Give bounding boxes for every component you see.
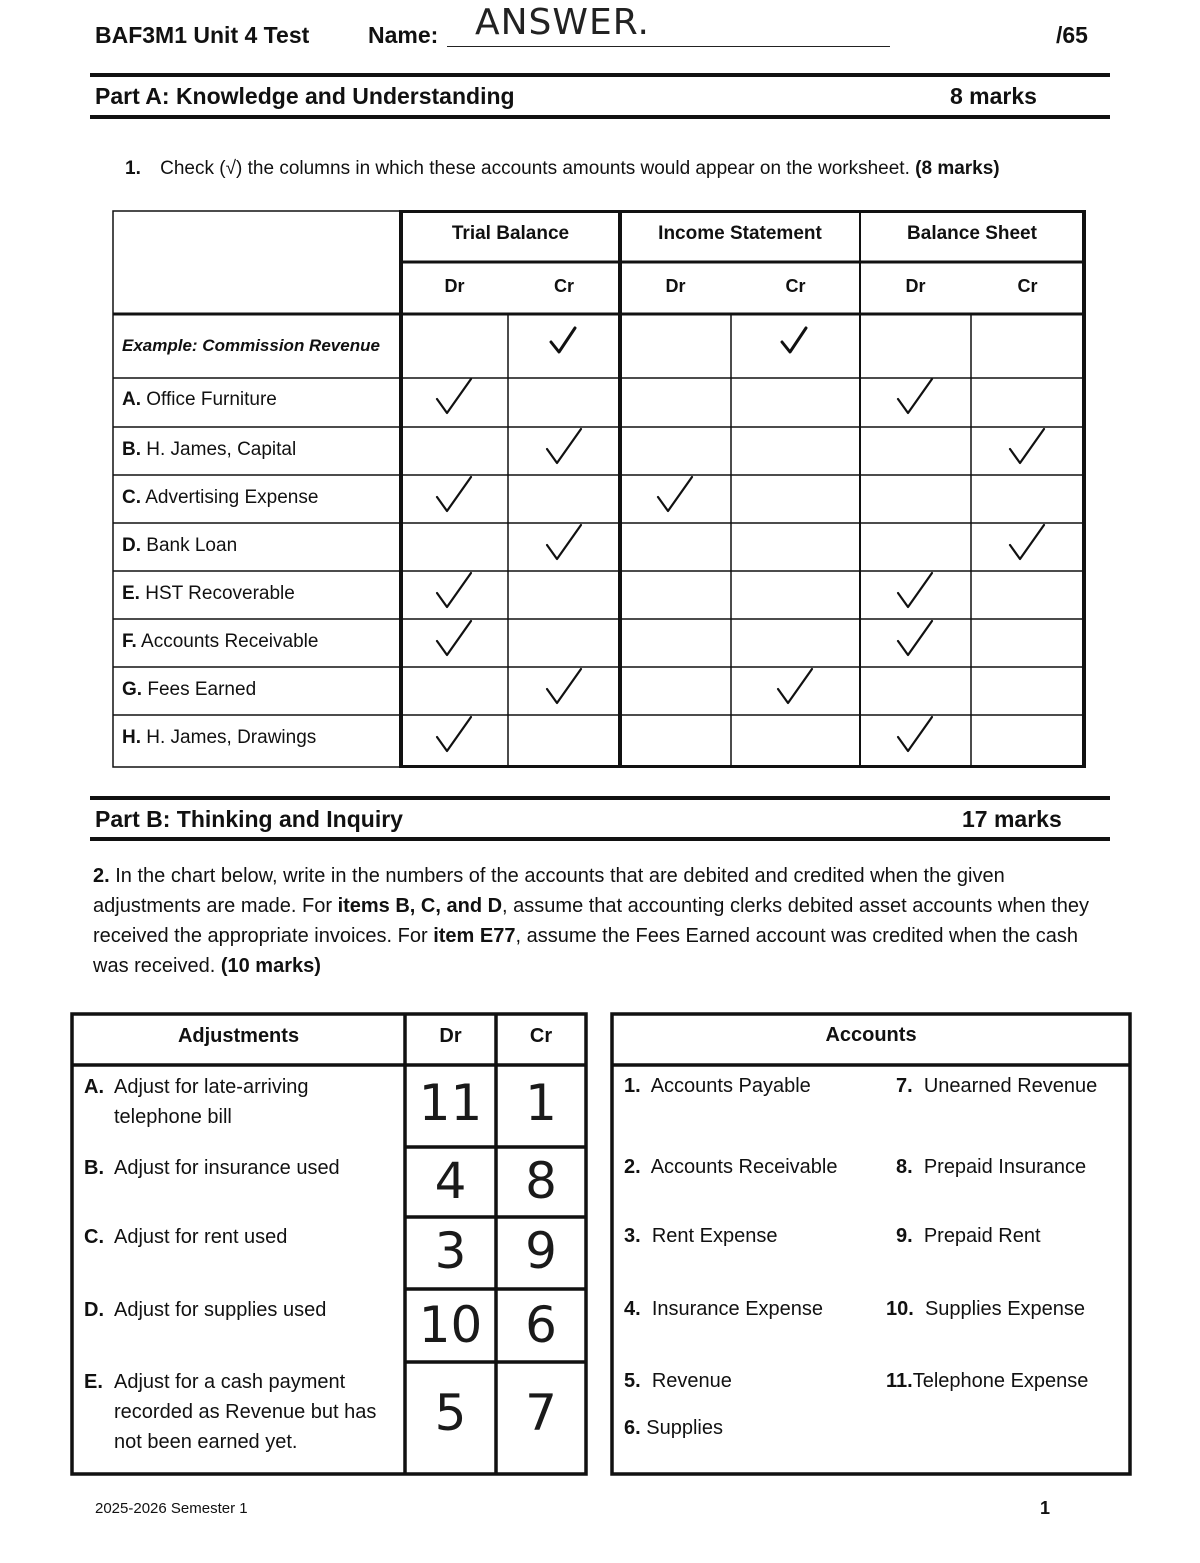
example-row-label: Example: Commission Revenue <box>122 336 380 355</box>
adjustments-cr-header: Cr <box>529 1025 553 1047</box>
question-1-number: 1. <box>125 158 141 179</box>
adjustment-e-cr: 7 <box>525 1384 557 1442</box>
adjustment-b-dr: 4 <box>434 1152 467 1210</box>
subheader-tb-cr: Cr <box>553 276 574 296</box>
account-1 <box>624 1075 811 1098</box>
row-label-f <box>122 631 318 653</box>
account-5 <box>624 1370 732 1393</box>
account-number: 8. <box>896 1156 913 1178</box>
checkmark-icon <box>1004 425 1050 469</box>
checkmark-icon <box>541 425 587 469</box>
checkmark-icon <box>541 665 587 709</box>
adjustment-text: Adjust for insurance used <box>114 1157 340 1179</box>
account-number: 3. <box>624 1225 641 1247</box>
account-4 <box>624 1298 823 1321</box>
checkmark-icon <box>431 569 477 613</box>
part-a-bottom-rule <box>90 115 1110 119</box>
checkmark-icon <box>431 375 477 419</box>
account-2 <box>624 1156 837 1179</box>
adjustment-letter: A. <box>84 1076 104 1098</box>
account-9 <box>896 1225 1041 1248</box>
footer-page-number: 1 <box>1040 1498 1051 1518</box>
example-checkmark-icon <box>541 320 587 364</box>
account-3 <box>624 1225 777 1248</box>
question-2 <box>93 861 1113 981</box>
question-2-bold-2: item E77 <box>433 925 516 947</box>
adjustment-text: Adjust for late-arriving telephone bill <box>114 1076 309 1128</box>
name-label: Name: <box>368 22 439 48</box>
account-name: Accounts Receivable <box>650 1156 838 1178</box>
question-2-bold-1: items B, C, and D <box>337 895 503 917</box>
adjustment-b <box>84 1153 399 1183</box>
checkmark-icon <box>892 375 938 419</box>
account-number: 1. <box>624 1075 641 1097</box>
checkmark-icon <box>892 713 938 757</box>
adjustments-header: Adjustments <box>177 1025 300 1047</box>
question-1-marks: (8 marks) <box>915 158 1000 179</box>
row-account: Accounts Receivable <box>141 631 319 652</box>
header-trial-balance: Trial Balance <box>451 223 570 244</box>
row-letter: H. <box>122 727 141 748</box>
part-b-title: Part B: Thinking and Inquiry <box>95 806 403 832</box>
question-2-marks: (10 marks) <box>220 955 321 977</box>
account-name: Prepaid Insurance <box>923 1156 1087 1178</box>
row-label-g <box>122 679 256 701</box>
row-account: Advertising Expense <box>145 487 319 508</box>
account-7 <box>896 1075 1097 1098</box>
part-a-marks: 8 marks <box>950 83 1037 109</box>
footer-semester: 2025-2026 Semester 1 <box>95 1500 248 1517</box>
adjustment-letter: E. <box>84 1371 103 1393</box>
adjustments-dr-header: Dr <box>439 1025 462 1047</box>
account-name: Revenue <box>651 1370 732 1392</box>
adjustment-text: Adjust for rent used <box>114 1226 288 1248</box>
account-11 <box>886 1370 1088 1393</box>
checkmark-icon <box>892 617 938 661</box>
adjustment-letter: D. <box>84 1299 104 1321</box>
checkmark-icon <box>1004 521 1050 565</box>
account-number: 6. <box>624 1417 641 1439</box>
name-handwritten-value: ANSWER. <box>475 2 650 43</box>
part-b-top-rule <box>90 796 1110 800</box>
name-underline <box>447 46 890 47</box>
adjustment-d-dr: 10 <box>418 1296 483 1354</box>
account-8 <box>896 1156 1086 1179</box>
adjustment-c-cr: 9 <box>525 1222 557 1280</box>
row-label-c <box>122 487 318 509</box>
account-number: 2. <box>624 1156 641 1178</box>
row-letter: C. <box>122 487 141 508</box>
question-2-text-1: In the chart below, write in the numbers of the accounts that are debited and credited when the given adjustments are made. For <box>93 865 1005 917</box>
subheader-is-cr: Cr <box>785 276 806 296</box>
checkmark-icon <box>892 569 938 613</box>
row-account: H. James, Capital <box>146 439 297 460</box>
adjustment-letter: C. <box>84 1226 104 1248</box>
adjustment-e-dr: 5 <box>434 1384 467 1442</box>
account-number: 4. <box>624 1298 641 1320</box>
account-name: Accounts Payable <box>650 1075 811 1097</box>
row-label-b <box>122 439 296 461</box>
adjustment-d-cr: 6 <box>525 1296 557 1354</box>
header-balance-sheet: Balance Sheet <box>907 223 1037 244</box>
total-marks: /65 <box>1056 22 1088 48</box>
row-account: Fees Earned <box>147 679 257 700</box>
row-letter: G. <box>122 679 143 700</box>
subheader-bs-cr: Cr <box>1017 276 1038 296</box>
row-letter: B. <box>122 439 141 460</box>
adjustment-a-cr: 1 <box>525 1074 557 1132</box>
account-number: 7. <box>896 1075 913 1097</box>
adjustment-a <box>84 1072 399 1132</box>
account-number: 5. <box>624 1370 641 1392</box>
row-letter: D. <box>122 535 141 556</box>
example-checkmark-icon <box>772 320 818 364</box>
adjustment-letter: B. <box>84 1157 104 1179</box>
worksheet-table <box>112 210 1086 768</box>
row-label-d <box>122 535 237 557</box>
test-title: BAF3M1 Unit 4 Test <box>95 22 310 48</box>
account-name: Telephone Expense <box>912 1370 1089 1392</box>
adjustment-b-cr: 8 <box>525 1152 557 1210</box>
account-number: 10. <box>886 1298 914 1320</box>
checkmark-icon <box>431 617 477 661</box>
row-label-a <box>122 389 277 411</box>
part-a-top-rule <box>90 73 1110 77</box>
part-b-bottom-rule <box>90 837 1110 841</box>
adjustment-text: Adjust for a cash payment recorded as Revenue but has not been earned yet. <box>114 1371 377 1453</box>
part-b-marks: 17 marks <box>962 806 1062 832</box>
adjustment-e <box>84 1367 384 1457</box>
row-label-h <box>122 727 316 749</box>
header-income-statement: Income Statement <box>658 223 822 244</box>
checkmark-icon <box>652 473 698 517</box>
account-10 <box>886 1298 1085 1321</box>
account-name: Insurance Expense <box>651 1298 824 1320</box>
account-number: 11. <box>886 1370 913 1392</box>
adjustment-a-dr: 11 <box>418 1074 483 1132</box>
question-2-text-3: , assume the Fees Earned account was credited when the cash was received. <box>93 925 1078 977</box>
adjustment-c-dr: 3 <box>434 1222 467 1280</box>
account-name: Rent Expense <box>651 1225 778 1247</box>
question-2-number: 2. <box>93 865 110 887</box>
account-6 <box>624 1417 723 1440</box>
subheader-tb-dr: Dr <box>444 276 465 296</box>
subheader-is-dr: Dr <box>665 276 686 296</box>
row-account: H. James, Drawings <box>146 727 317 748</box>
row-account: HST Recoverable <box>145 583 295 604</box>
adjustment-text: Adjust for supplies used <box>114 1299 327 1321</box>
row-label-e <box>122 583 295 605</box>
account-name: Supplies Expense <box>924 1298 1086 1320</box>
adjustments-table <box>70 1012 588 1477</box>
row-account: Bank Loan <box>146 535 238 556</box>
account-number: 9. <box>896 1225 913 1247</box>
part-a-title: Part A: Knowledge and Understanding <box>95 83 515 109</box>
adjustment-c <box>84 1222 399 1252</box>
accounts-table <box>610 1012 1132 1477</box>
checkmark-icon <box>772 665 818 709</box>
account-name: Prepaid Rent <box>923 1225 1041 1247</box>
row-letter: E. <box>122 583 140 604</box>
accounts-header: Accounts <box>825 1024 917 1046</box>
checkmark-icon <box>541 521 587 565</box>
adjustment-d <box>84 1295 399 1325</box>
checkmark-icon <box>431 713 477 757</box>
question-2-text-2: , assume that accounting clerks debited asset accounts when they received the appropriate invoices. For <box>93 895 1090 947</box>
subheader-bs-dr: Dr <box>905 276 926 296</box>
row-letter: F. <box>122 631 137 652</box>
account-name: Unearned Revenue <box>923 1075 1098 1097</box>
row-letter: A. <box>122 389 141 410</box>
question-1-text: Check (√) the columns in which these accounts amounts would appear on the worksheet. <box>160 158 910 179</box>
checkmark-icon <box>431 473 477 517</box>
account-name: Supplies <box>646 1417 723 1439</box>
question-1 <box>125 154 1085 184</box>
row-account: Office Furniture <box>146 389 277 410</box>
